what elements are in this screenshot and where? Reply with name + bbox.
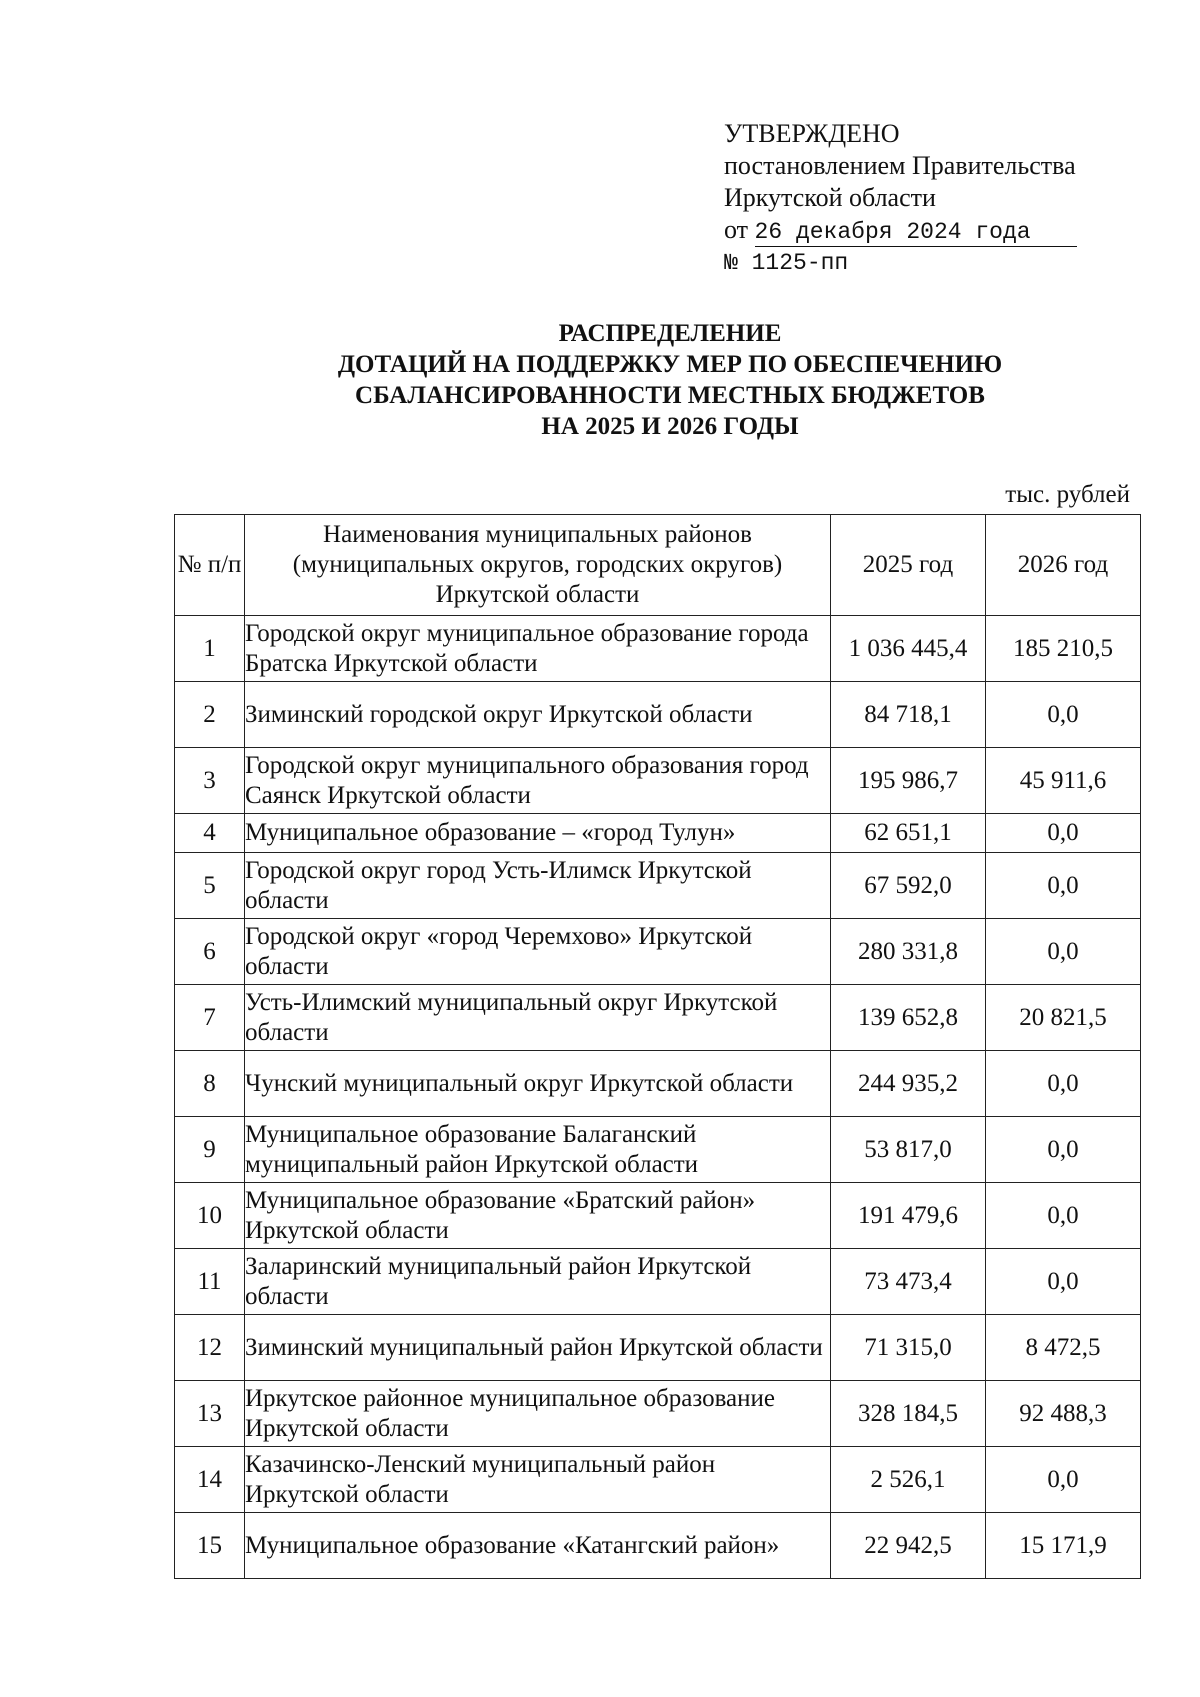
header-num: № п/п xyxy=(175,515,245,616)
row-value-2026: 15 171,9 xyxy=(986,1513,1141,1579)
row-value-2025: 84 718,1 xyxy=(831,682,986,748)
row-name: Усть-Илимский муниципальный округ Иркутской области xyxy=(245,985,831,1051)
row-name: Зиминский муниципальный район Иркутской области xyxy=(245,1315,831,1381)
row-name: Муниципальное образование «Катангский район» xyxy=(245,1513,831,1579)
row-name: Муниципальное образование – «город Тулун» xyxy=(245,814,831,853)
row-name: Городской округ муниципальное образование города Братска Иркутской области xyxy=(245,616,831,682)
title-line-3: СБАЛАНСИРОВАННОСТИ МЕСТНЫХ БЮДЖЕТОВ xyxy=(355,382,985,409)
distribution-table xyxy=(174,514,1141,1579)
row-value-2025: 139 652,8 xyxy=(831,985,986,1051)
row-value-2025: 67 592,0 xyxy=(831,853,986,919)
row-value-2026: 0,0 xyxy=(986,682,1141,748)
row-value-2026: 20 821,5 xyxy=(986,985,1141,1051)
row-number: 1 xyxy=(175,616,245,682)
row-value-2025: 280 331,8 xyxy=(831,919,986,985)
row-number: 5 xyxy=(175,853,245,919)
row-value-2025: 62 651,1 xyxy=(831,814,986,853)
row-value-2025: 195 986,7 xyxy=(831,748,986,814)
row-name: Зиминский городской округ Иркутской области xyxy=(245,682,831,748)
approval-title: УТВЕРЖДЕНО xyxy=(724,119,900,148)
row-number: 14 xyxy=(175,1447,245,1513)
row-value-2026: 0,0 xyxy=(986,853,1141,919)
table-row xyxy=(175,985,1141,1051)
row-value-2026: 0,0 xyxy=(986,1447,1141,1513)
table-body xyxy=(175,616,1141,1579)
row-value-2026: 45 911,6 xyxy=(986,748,1141,814)
table-row xyxy=(175,1051,1141,1117)
row-name: Заларинский муниципальный район Иркутской области xyxy=(245,1249,831,1315)
row-number: 2 xyxy=(175,682,245,748)
row-value-2025: 1 036 445,4 xyxy=(831,616,986,682)
approval-line-2: Иркутской области xyxy=(724,183,936,212)
header-2025: 2025 год xyxy=(831,515,986,616)
row-value-2026: 0,0 xyxy=(986,1249,1141,1315)
row-number: 12 xyxy=(175,1315,245,1381)
approval-number: № 1125-пп xyxy=(724,250,849,276)
row-name: Иркутское районное муниципальное образование Иркутской области xyxy=(245,1381,831,1447)
row-value-2026: 0,0 xyxy=(986,1051,1141,1117)
row-number: 13 xyxy=(175,1381,245,1447)
title-line-2: ДОТАЦИЙ НА ПОДДЕРЖКУ МЕР ПО ОБЕСПЕЧЕНИЮ xyxy=(337,351,1003,378)
row-value-2026: 0,0 xyxy=(986,1183,1141,1249)
row-value-2025: 73 473,4 xyxy=(831,1249,986,1315)
table-row xyxy=(175,1117,1141,1183)
row-name: Городской округ город Усть-Илимск Иркутской области xyxy=(245,853,831,919)
row-number: 9 xyxy=(175,1117,245,1183)
table-row xyxy=(175,919,1141,985)
row-number: 6 xyxy=(175,919,245,985)
row-value-2026: 0,0 xyxy=(986,1117,1141,1183)
table-row xyxy=(175,1447,1141,1513)
table-header-row xyxy=(175,515,1141,616)
row-name: Чунский муниципальный округ Иркутской области xyxy=(245,1051,831,1117)
table-row xyxy=(175,814,1141,853)
row-value-2026: 0,0 xyxy=(986,919,1141,985)
row-value-2025: 53 817,0 xyxy=(831,1117,986,1183)
row-value-2025: 2 526,1 xyxy=(831,1447,986,1513)
table-row xyxy=(175,1183,1141,1249)
row-value-2025: 328 184,5 xyxy=(831,1381,986,1447)
approval-date-row xyxy=(724,214,1124,247)
row-value-2025: 22 942,5 xyxy=(831,1513,986,1579)
header-name: Наименования муниципальных районов (муниципальных округов, городских округов) Иркутской области xyxy=(245,515,831,616)
table-row xyxy=(175,616,1141,682)
approval-stamp xyxy=(724,118,1124,279)
unit-label: тыс. рублей xyxy=(1005,481,1130,508)
row-value-2025: 244 935,2 xyxy=(831,1051,986,1117)
table-row xyxy=(175,682,1141,748)
row-value-2026: 92 488,3 xyxy=(986,1381,1141,1447)
title-line-4: НА 2025 И 2026 ГОДЫ xyxy=(541,413,799,440)
approval-date: 26 декабря 2024 года xyxy=(755,218,1077,247)
row-number: 15 xyxy=(175,1513,245,1579)
header-2026: 2026 год xyxy=(986,515,1141,616)
row-name: Городской округ муниципального образования город Саянск Иркутской области xyxy=(245,748,831,814)
row-number: 11 xyxy=(175,1249,245,1315)
row-number: 3 xyxy=(175,748,245,814)
row-name: Казачинско-Ленский муниципальный район Иркутской области xyxy=(245,1447,831,1513)
row-value-2026: 185 210,5 xyxy=(986,616,1141,682)
table-row xyxy=(175,1249,1141,1315)
row-number: 10 xyxy=(175,1183,245,1249)
table-row xyxy=(175,748,1141,814)
row-name: Муниципальное образование «Братский район» Иркутской области xyxy=(245,1183,831,1249)
table-row xyxy=(175,1381,1141,1447)
row-value-2026: 0,0 xyxy=(986,814,1141,853)
row-number: 8 xyxy=(175,1051,245,1117)
row-number: 7 xyxy=(175,985,245,1051)
table-row xyxy=(175,853,1141,919)
document-title xyxy=(150,318,1190,442)
row-number: 4 xyxy=(175,814,245,853)
title-line-1: РАСПРЕДЕЛЕНИЕ xyxy=(558,320,782,347)
row-name: Муниципальное образование Балаганский муниципальный район Иркутской области xyxy=(245,1117,831,1183)
row-name: Городской округ «город Черемхово» Иркутской области xyxy=(245,919,831,985)
row-value-2025: 71 315,0 xyxy=(831,1315,986,1381)
row-value-2025: 191 479,6 xyxy=(831,1183,986,1249)
table-row xyxy=(175,1513,1141,1579)
table-row xyxy=(175,1315,1141,1381)
row-value-2026: 8 472,5 xyxy=(986,1315,1141,1381)
approval-date-prefix: от xyxy=(724,215,755,244)
approval-line-1: постановлением Правительства xyxy=(724,151,1076,180)
